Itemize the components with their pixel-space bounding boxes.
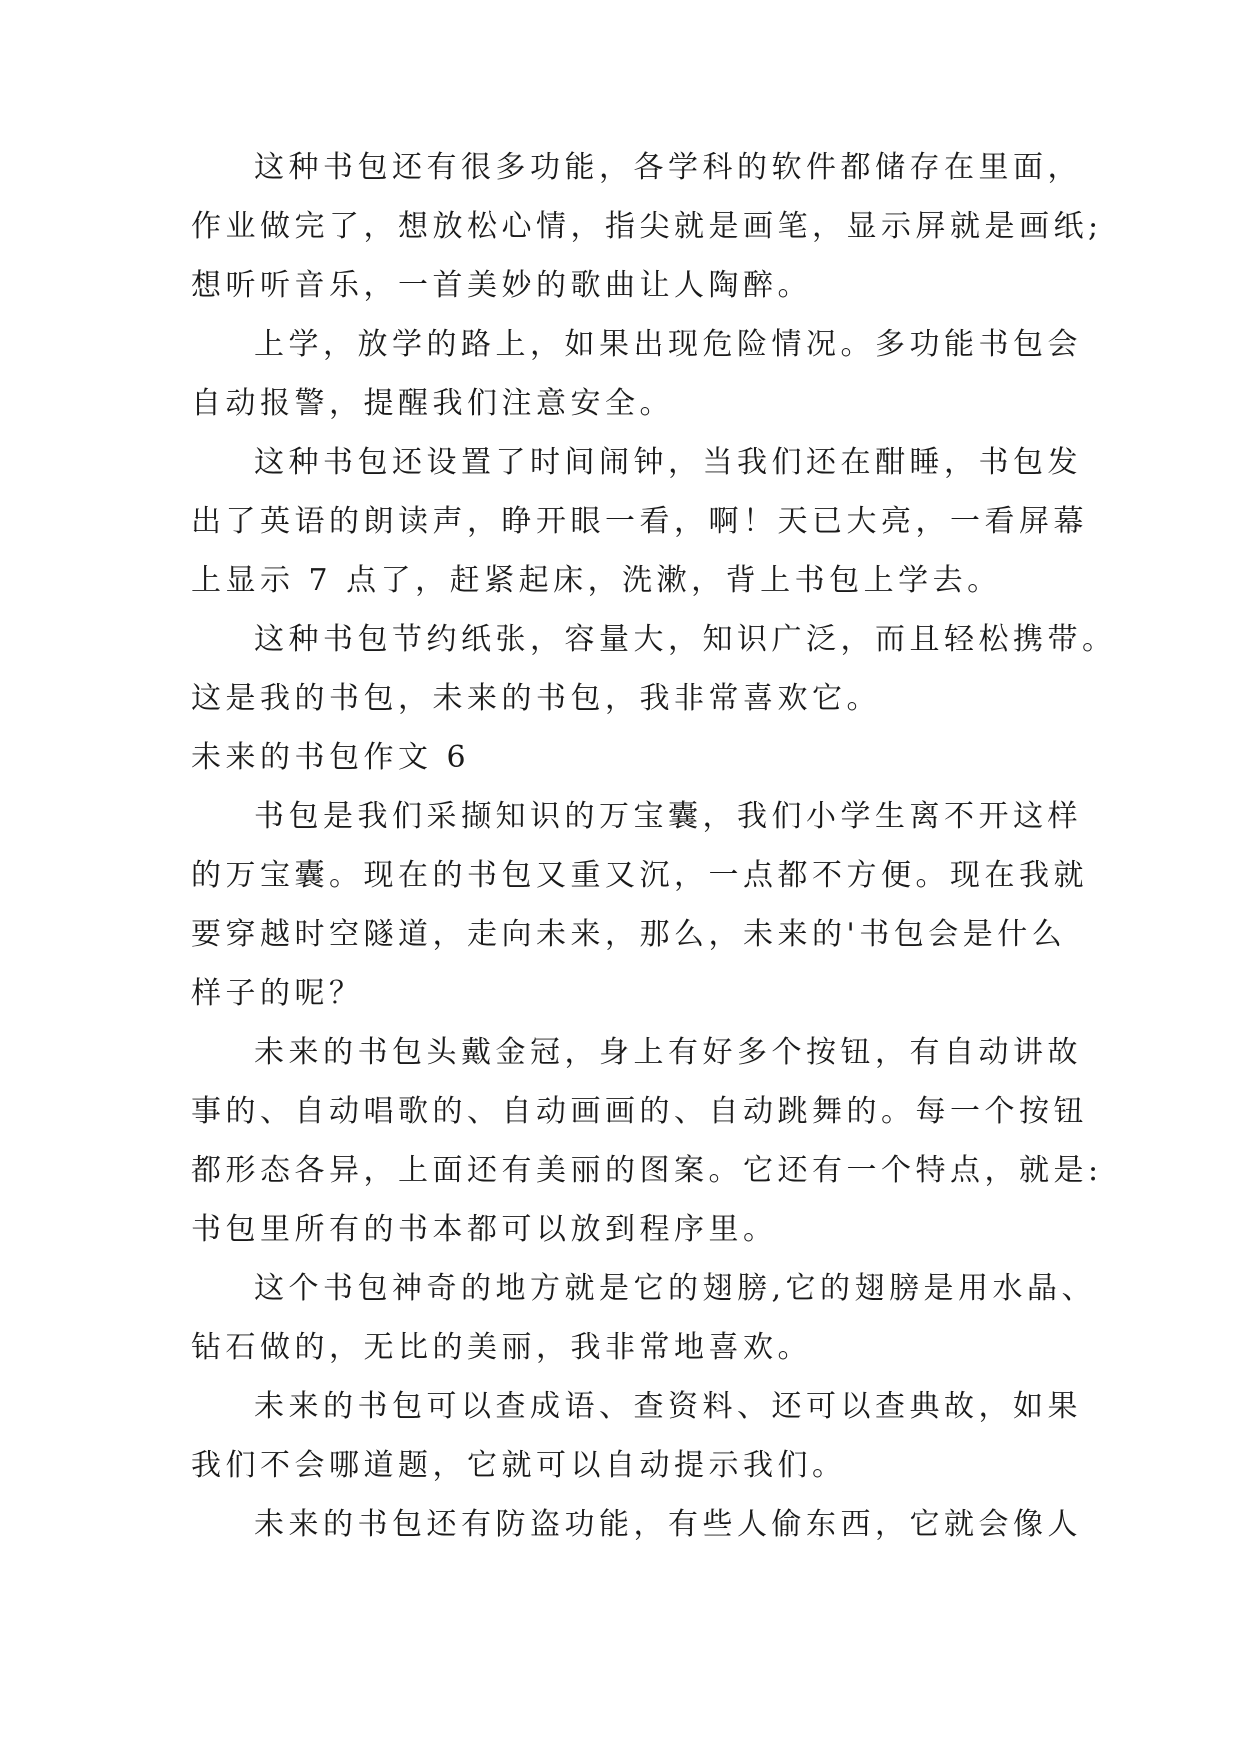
text-line: 这种书包还设置了时间闹钟，当我们还在酣睡，书包发: [254, 445, 1082, 480]
text-line: 都形态各异，上面还有美丽的图案。它还有一个特点，就是:: [191, 1153, 1103, 1188]
text-line: 事的、自动唱歌的、自动画画的、自动跳舞的。每一个按钮: [191, 1094, 1088, 1129]
text-line: 书包里所有的书本都可以放到程序里。: [191, 1212, 778, 1247]
text-line: 这是我的书包，未来的书包，我非常喜欢它。: [191, 681, 881, 716]
text-line: 出了英语的朗读声，睁开眼一看，啊！天已大亮，一看屏幕: [191, 504, 1088, 539]
text-line: 样子的呢？: [191, 976, 364, 1011]
text-line: 这个书包神奇的地方就是它的翅膀,它的翅膀是用水晶、: [254, 1271, 1097, 1306]
text-line: 自动报警，提醒我们注意安全。: [191, 386, 674, 421]
text-line: 未来的书包还有防盗功能，有些人偷东西，它就会像人: [254, 1507, 1082, 1542]
text-line: 想听听音乐，一首美妙的歌曲让人陶醉。: [191, 268, 812, 303]
text-line: 我们不会哪道题，它就可以自动提示我们。: [191, 1448, 847, 1483]
text-line: 这种书包节约纸张，容量大，知识广泛，而且轻松携带。: [254, 622, 1117, 657]
text-line: 书包是我们采撷知识的万宝囊，我们小学生离不开这样: [254, 799, 1082, 834]
text-line: 的万宝囊。现在的书包又重又沉，一点都不方便。现在我就: [191, 858, 1088, 893]
text-line: 要穿越时空隧道，走向未来，那么，未来的'书包会是什么: [191, 917, 1067, 952]
text-line: 钻石做的，无比的美丽，我非常地喜欢。: [191, 1330, 812, 1365]
text-line: 上显示 7 点了，赶紧起床，洗漱，背上书包上学去。: [191, 563, 1002, 598]
text-line: 这种书包还有很多功能，各学科的软件都储存在里面，: [254, 150, 1082, 185]
section-heading: 未来的书包作文 6: [191, 740, 471, 775]
text-line: 作业做完了，想放松心情，指尖就是画笔，显示屏就是画纸;: [191, 209, 1103, 244]
text-line: 未来的书包可以查成语、查资料、还可以查典故，如果: [254, 1389, 1082, 1424]
text-line: 上学，放学的路上，如果出现危险情况。多功能书包会: [254, 327, 1082, 362]
text-line: 未来的书包头戴金冠，身上有好多个按钮，有自动讲故: [254, 1035, 1082, 1070]
